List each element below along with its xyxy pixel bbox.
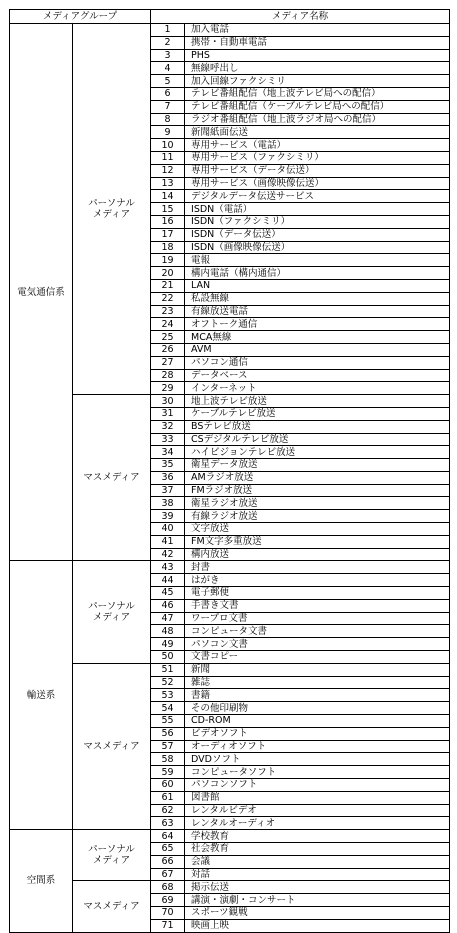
media-number-cell: 42 <box>151 548 185 561</box>
media-number-cell: 12 <box>151 164 185 177</box>
media-name-cell: CD-ROM <box>185 715 450 728</box>
media-number-cell: 43 <box>151 561 185 574</box>
media-number-cell: 23 <box>151 305 185 318</box>
media-number-cell: 67 <box>151 868 185 881</box>
media-name-cell: MCA無線 <box>185 331 450 344</box>
media-name-cell: 掲示伝送 <box>185 881 450 894</box>
media-name-cell: 対話 <box>185 868 450 881</box>
media-subgroup-cell: パーソナル メディア <box>73 561 151 663</box>
media-name-cell: FM文字多重放送 <box>185 535 450 548</box>
media-name-cell: 加入回線ファクシミリ <box>185 75 450 88</box>
media-number-cell: 5 <box>151 75 185 88</box>
media-name-cell: コンピュータソフト <box>185 766 450 779</box>
media-number-cell: 31 <box>151 407 185 420</box>
table-row <box>10 663 450 676</box>
media-number-cell: 52 <box>151 676 185 689</box>
media-name-cell: 専用サービス（ファクシミリ） <box>185 151 450 164</box>
media-name-cell: テレビ番組配信（地上波テレビ局への配信） <box>185 87 450 100</box>
media-number-cell: 30 <box>151 395 185 408</box>
media-number-cell: 16 <box>151 215 185 228</box>
media-name-cell: パソコン通信 <box>185 356 450 369</box>
media-number-cell: 59 <box>151 766 185 779</box>
media-number-cell: 24 <box>151 318 185 331</box>
media-number-cell: 3 <box>151 49 185 62</box>
media-number-cell: 2 <box>151 36 185 49</box>
media-name-cell: 文字放送 <box>185 523 450 536</box>
media-number-cell: 37 <box>151 484 185 497</box>
header-media-name: メディア名称 <box>151 10 450 24</box>
media-name-cell: 学校教育 <box>185 830 450 843</box>
media-number-cell: 49 <box>151 638 185 651</box>
media-name-cell: 専用サービス（電話） <box>185 139 450 152</box>
media-name-cell: BSテレビ放送 <box>185 420 450 433</box>
media-name-cell: 携帯・自動車電話 <box>185 36 450 49</box>
media-number-cell: 26 <box>151 343 185 356</box>
media-number-cell: 14 <box>151 190 185 203</box>
media-name-cell: 有線放送電話 <box>185 305 450 318</box>
media-number-cell: 54 <box>151 702 185 715</box>
media-number-cell: 7 <box>151 100 185 113</box>
media-number-cell: 34 <box>151 446 185 459</box>
media-name-cell: スポーツ観戦 <box>185 906 450 919</box>
media-number-cell: 66 <box>151 855 185 868</box>
media-number-cell: 51 <box>151 663 185 676</box>
media-number-cell: 63 <box>151 817 185 830</box>
media-number-cell: 28 <box>151 369 185 382</box>
media-name-cell: 新聞紙面伝送 <box>185 126 450 139</box>
media-number-cell: 13 <box>151 177 185 190</box>
table-row <box>10 830 450 843</box>
media-name-cell: FMラジオ放送 <box>185 484 450 497</box>
media-name-cell: 新聞 <box>185 663 450 676</box>
media-number-cell: 18 <box>151 241 185 254</box>
table-row <box>10 395 450 408</box>
media-name-cell: コンピュータ文書 <box>185 625 450 638</box>
media-number-cell: 4 <box>151 62 185 75</box>
media-name-cell: ビデオソフト <box>185 727 450 740</box>
media-subgroup-cell: マスメディア <box>73 881 151 932</box>
media-number-cell: 58 <box>151 753 185 766</box>
media-number-cell: 11 <box>151 151 185 164</box>
media-name-cell: 構内電話（構内通信） <box>185 267 450 280</box>
media-number-cell: 71 <box>151 919 185 932</box>
media-number-cell: 62 <box>151 804 185 817</box>
media-name-cell: ワープロ文書 <box>185 612 450 625</box>
media-number-cell: 17 <box>151 228 185 241</box>
media-number-cell: 32 <box>151 420 185 433</box>
media-name-cell: 会議 <box>185 855 450 868</box>
media-number-cell: 55 <box>151 715 185 728</box>
media-number-cell: 29 <box>151 382 185 395</box>
media-name-cell: デジタルデータ伝送サービス <box>185 190 450 203</box>
media-number-cell: 6 <box>151 87 185 100</box>
media-name-cell: 社会教育 <box>185 843 450 856</box>
media-name-cell: 手書き文書 <box>185 599 450 612</box>
media-number-cell: 19 <box>151 254 185 267</box>
media-name-cell: 加入電話 <box>185 24 450 37</box>
media-number-cell: 10 <box>151 139 185 152</box>
media-name-cell: その他印刷物 <box>185 702 450 715</box>
media-name-cell: ハイビジョンテレビ放送 <box>185 446 450 459</box>
media-number-cell: 46 <box>151 599 185 612</box>
media-number-cell: 15 <box>151 203 185 216</box>
media-name-cell: パソコン文書 <box>185 638 450 651</box>
media-name-cell: データベース <box>185 369 450 382</box>
media-name-cell: テレビ番組配信（ケーブルテレビ局への配信） <box>185 100 450 113</box>
media-name-cell: はがき <box>185 574 450 587</box>
media-name-cell: 文書コピー <box>185 651 450 664</box>
media-number-cell: 68 <box>151 881 185 894</box>
media-name-cell: AVM <box>185 343 450 356</box>
media-name-cell: 映画上映 <box>185 919 450 932</box>
media-name-cell: ISDN（データ伝送） <box>185 228 450 241</box>
media-name-cell: ラジオ番組配信（地上波ラジオ局への配信） <box>185 113 450 126</box>
media-number-cell: 47 <box>151 612 185 625</box>
header-row <box>10 10 450 24</box>
media-number-cell: 36 <box>151 471 185 484</box>
media-name-cell: オフトーク通信 <box>185 318 450 331</box>
media-name-cell: PHS <box>185 49 450 62</box>
media-number-cell: 70 <box>151 906 185 919</box>
media-name-cell: 講演・演劇・コンサート <box>185 894 450 907</box>
media-name-cell: オーディオソフト <box>185 740 450 753</box>
media-name-cell: インターネット <box>185 382 450 395</box>
table-row <box>10 881 450 894</box>
media-name-cell: ISDN（電話） <box>185 203 450 216</box>
media-name-cell: 書籍 <box>185 689 450 702</box>
media-subgroup-cell: パーソナル メディア <box>73 830 151 881</box>
media-name-cell: レンタルビデオ <box>185 804 450 817</box>
media-name-cell: 構内放送 <box>185 548 450 561</box>
media-name-cell: 無線呼出し <box>185 62 450 75</box>
media-number-cell: 45 <box>151 587 185 600</box>
media-name-cell: 有線ラジオ放送 <box>185 510 450 523</box>
media-name-cell: 封書 <box>185 561 450 574</box>
media-name-cell: 専用サービス（画像映像伝送） <box>185 177 450 190</box>
table-row <box>10 24 450 37</box>
media-name-cell: 専用サービス（データ伝送） <box>185 164 450 177</box>
media-name-cell: 私設無線 <box>185 292 450 305</box>
media-number-cell: 33 <box>151 433 185 446</box>
media-name-cell: ISDN（画像映像伝送） <box>185 241 450 254</box>
header-media-group: メディアグループ <box>10 10 151 24</box>
media-name-cell: 電報 <box>185 254 450 267</box>
media-number-cell: 65 <box>151 843 185 856</box>
media-number-cell: 48 <box>151 625 185 638</box>
media-number-cell: 60 <box>151 779 185 792</box>
media-subgroup-cell: マスメディア <box>73 663 151 829</box>
media-number-cell: 35 <box>151 459 185 472</box>
media-name-cell: 図書館 <box>185 791 450 804</box>
media-number-cell: 56 <box>151 727 185 740</box>
media-number-cell: 69 <box>151 894 185 907</box>
media-name-cell: 衛星ラジオ放送 <box>185 497 450 510</box>
media-name-cell: 衛星データ放送 <box>185 459 450 472</box>
media-number-cell: 1 <box>151 24 185 37</box>
media-number-cell: 20 <box>151 267 185 280</box>
media-name-cell: ケーブルテレビ放送 <box>185 407 450 420</box>
media-table <box>9 9 450 933</box>
media-subgroup-cell: マスメディア <box>73 395 151 561</box>
media-number-cell: 27 <box>151 356 185 369</box>
media-name-cell: DVDソフト <box>185 753 450 766</box>
media-table-body <box>10 24 450 933</box>
media-group-cell: 輸送系 <box>10 561 73 830</box>
media-number-cell: 38 <box>151 497 185 510</box>
media-number-cell: 25 <box>151 331 185 344</box>
media-name-cell: 雑誌 <box>185 676 450 689</box>
media-number-cell: 44 <box>151 574 185 587</box>
media-number-cell: 41 <box>151 535 185 548</box>
media-number-cell: 50 <box>151 651 185 664</box>
media-name-cell: LAN <box>185 279 450 292</box>
media-number-cell: 22 <box>151 292 185 305</box>
media-name-cell: レンタルオーディオ <box>185 817 450 830</box>
media-number-cell: 57 <box>151 740 185 753</box>
media-number-cell: 61 <box>151 791 185 804</box>
media-name-cell: AMラジオ放送 <box>185 471 450 484</box>
media-name-cell: ISDN（ファクシミリ） <box>185 215 450 228</box>
media-name-cell: 地上波テレビ放送 <box>185 395 450 408</box>
media-number-cell: 9 <box>151 126 185 139</box>
media-number-cell: 53 <box>151 689 185 702</box>
media-name-cell: 電子郵便 <box>185 587 450 600</box>
media-name-cell: パソコンソフト <box>185 779 450 792</box>
media-number-cell: 21 <box>151 279 185 292</box>
media-subgroup-cell: パーソナル メディア <box>73 24 151 395</box>
media-number-cell: 40 <box>151 523 185 536</box>
media-group-cell: 空間系 <box>10 830 73 932</box>
media-number-cell: 64 <box>151 830 185 843</box>
media-group-cell: 電気通信系 <box>10 24 73 561</box>
table-row <box>10 561 450 574</box>
media-number-cell: 8 <box>151 113 185 126</box>
media-name-cell: CSデジタルテレビ放送 <box>185 433 450 446</box>
media-number-cell: 39 <box>151 510 185 523</box>
